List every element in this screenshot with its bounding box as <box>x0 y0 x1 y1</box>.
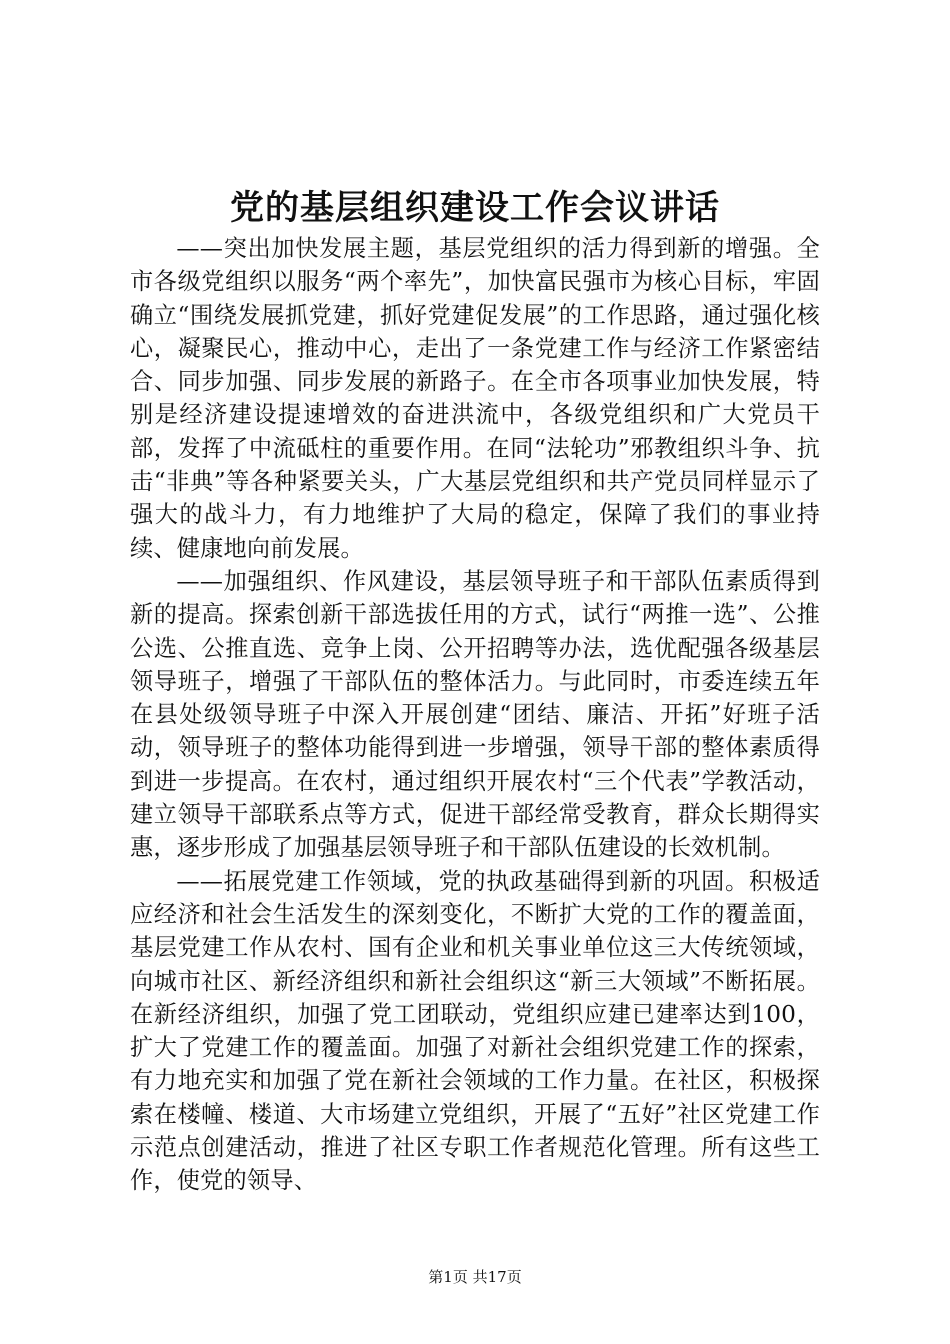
document-title: 党的基层组织建设工作会议讲话 <box>230 188 720 228</box>
page-number-footer: 第1页 共17页 <box>428 1268 522 1286</box>
paragraph-1: ——突出加快发展主题，基层党组织的活力得到新的增强。全市各级党组织以服务“两个率先”，加快富民强市为核心目标，牢固确立“围绕发展抓党建，抓好党建促发展”的工作思路，通过强化核心，凝聚民心，推动中心，走出了一条党建工作与经济工作紧密结合、同步加强、同步发展的新路子。在全市各项事业加快发展，特别是经济建设提速增效的奋进洪流中，各级党组织和广大党员干部，发挥了中流砥柱的重要作用。在同“法轮功”邪教组织斗争、抗击“非典”等各种紧要关头，广大基层党组织和共产党员同样显示了强大的战斗力，有力地维护了大局的稳定，保障了我们的事业持续、健康地向前发展。 <box>130 235 820 562</box>
paragraph-2: ——加强组织、作风建设，基层领导班子和干部队伍素质得到新的提高。探索创新干部选拔任用的方式，试行“两推一选”、公推公选、公推直选、竞争上岗、公开招聘等办法，选优配强各级基层领导班子，增强了干部队伍的整体活力。与此同时，市委连续五年在县处级领导班子中深入开展创建“团结、廉洁、开拓”好班子活动，领导班子的整体功能得到进一步增强，领导干部的整体素质得到进一步提高。在农村，通过组织开展农村“三个代表”学教活动，建立领导干部联系点等方式，促进干部经常受教育，群众长期得实惠，逐步形成了加强基层领导班子和干部队伍建设的长效机制。 <box>130 567 820 862</box>
paragraph-3: ——拓展党建工作领域，党的执政基础得到新的巩固。积极适应经济和社会生活发生的深刻变化，不断扩大党的工作的覆盖面，基层党建工作从农村、国有企业和机关事业单位这三大传统领域，向城市社区、新经济组织和新社会组织这“新三大领域”不断拓展。在新经济组织，加强了党工团联动，党组织应建已建率达到100，扩大了党建工作的覆盖面。加强了对新社会组织党建工作的探索，有力地充实和加强了党在新社会领域的工作力量。在社区，积极探索在楼幢、楼道、大市场建立党组织，开展了“五好”社区党建工作示范点创建活动，推进了社区专职工作者规范化管理。所有这些工作，使党的领导、 <box>130 867 820 1195</box>
document-body <box>130 232 820 1198</box>
